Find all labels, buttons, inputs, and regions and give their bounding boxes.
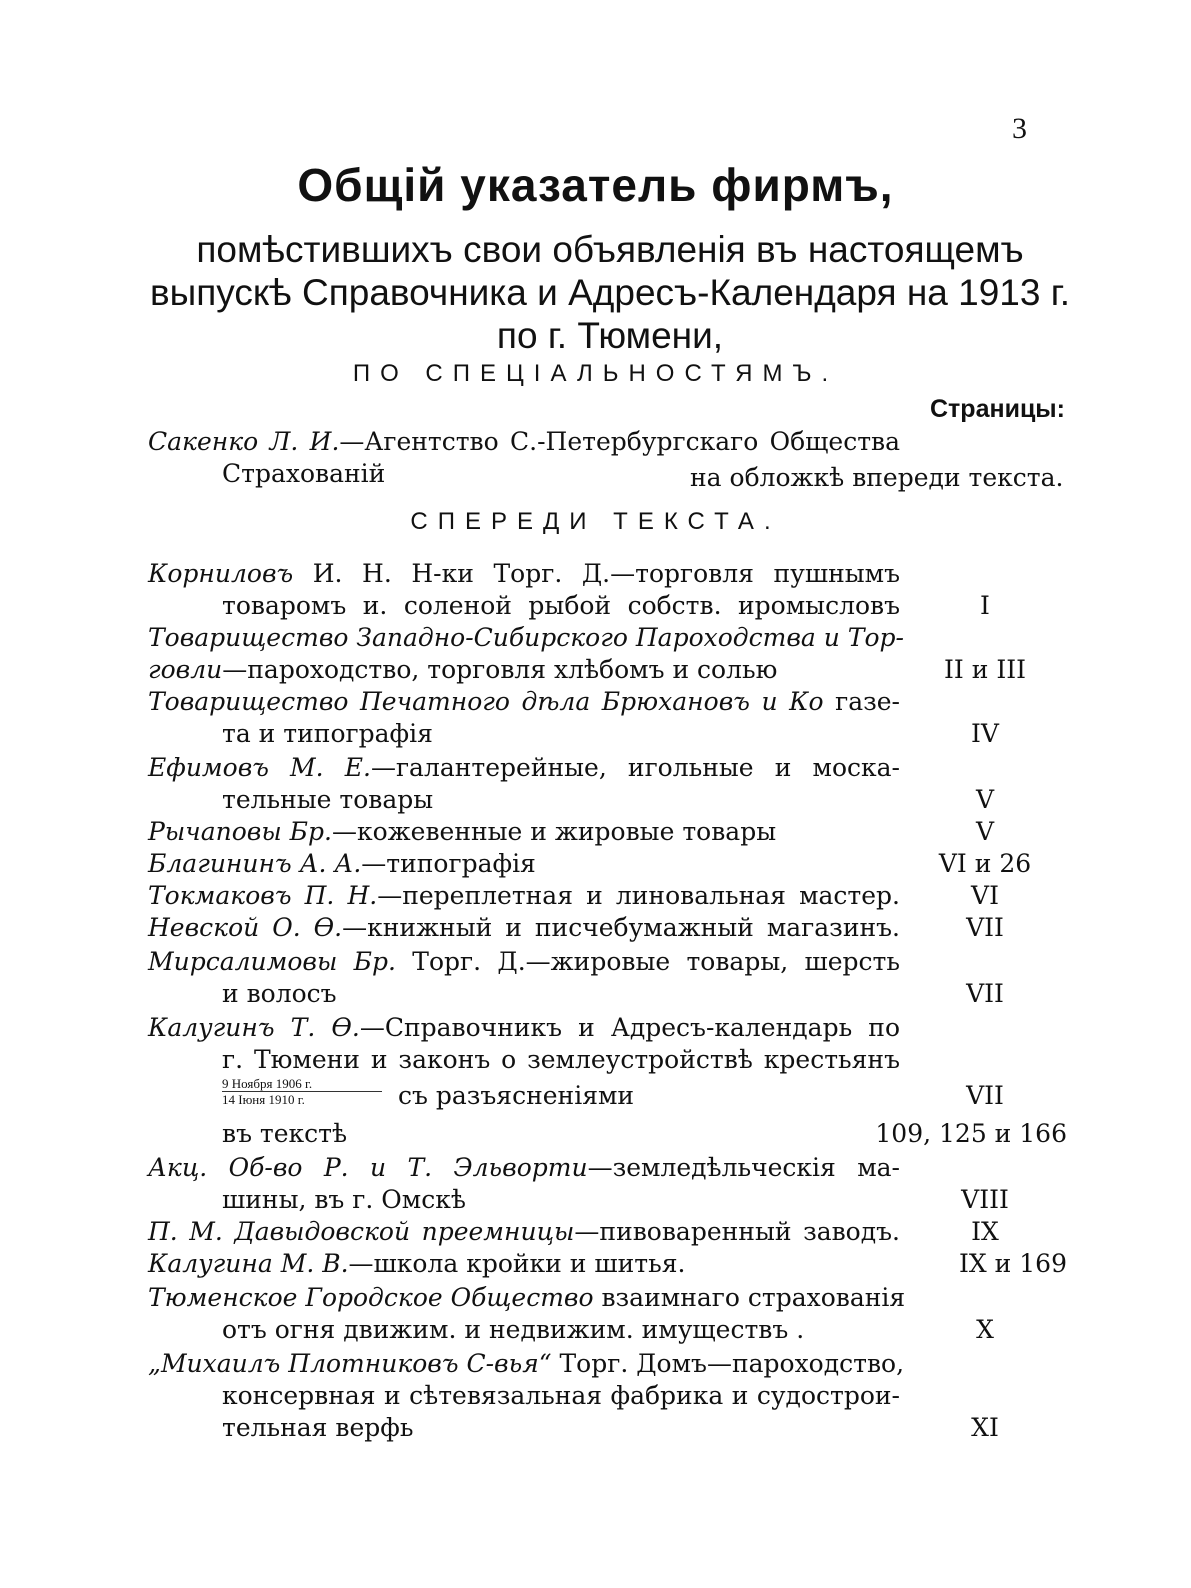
firm-name: Калугинъ Т. Ѳ. bbox=[148, 1013, 360, 1042]
entry-line: въ текстѣ bbox=[222, 1119, 348, 1148]
entry-line bbox=[148, 946, 900, 978]
entry-line: тельная верфь bbox=[222, 1413, 414, 1442]
entry-desc: —кожевенные и жировые товары bbox=[331, 817, 777, 846]
entry-line: товаромъ и. соленой рыбой собств. иромысловъ bbox=[222, 591, 900, 620]
entry-page: II и III bbox=[944, 655, 1026, 684]
entry-line: г. Тюмени и законъ о землеустройствѣ крестьянъ bbox=[222, 1045, 900, 1074]
entry-line bbox=[148, 1216, 900, 1248]
firm-name: Товарищество Печатного дѣла Брюхановъ и Ко bbox=[148, 687, 824, 716]
entry-page: V bbox=[975, 785, 995, 814]
firm-name: Акц. Об-во Р. и Т. Эльворти bbox=[148, 1153, 588, 1182]
entry-page: на обложкѣ впереди текста. bbox=[690, 463, 1064, 492]
firm-name: Ефимовъ М. Е. bbox=[148, 753, 371, 782]
firm-name: Сакенко Л. И. bbox=[148, 427, 340, 456]
pages-column-label: Страницы: bbox=[930, 395, 1065, 423]
firm-name: Невской О. Ѳ. bbox=[148, 913, 343, 942]
entry-page: VII bbox=[966, 979, 1004, 1008]
entry-page: VI и 26 bbox=[938, 849, 1032, 878]
firm-name: Тюменское Городское Общество bbox=[148, 1283, 594, 1312]
entry-page: VI bbox=[971, 881, 999, 910]
entry-page: VII bbox=[966, 913, 1004, 942]
entry-desc: —школа кройки и шитья. bbox=[348, 1249, 686, 1278]
entry-desc: Торг. Д.—жировые товары, шерсть bbox=[412, 947, 900, 976]
entry-line bbox=[148, 686, 900, 718]
entry-desc: —пивоваренный заводъ. bbox=[574, 1217, 900, 1246]
section-heading-before-text: СПЕРЕДИ ТЕКСТА. bbox=[410, 508, 781, 535]
page-subtitle: помѣстившихъ свои объявленія въ настоящемъ выпускѣ Справочника и Адресъ-Календаря на 1913 г. по г. Тюмени, bbox=[150, 229, 1070, 356]
entry-line: и волосъ bbox=[222, 979, 337, 1008]
entry-page: I bbox=[980, 591, 990, 620]
firm-name: Корниловъ bbox=[148, 559, 294, 588]
entry-page: X bbox=[976, 1315, 994, 1344]
firm-name: Благининъ А. А. bbox=[148, 849, 362, 878]
entry-line bbox=[148, 848, 536, 880]
firm-name: Рычаповы Бр. bbox=[148, 817, 332, 846]
entry-line bbox=[148, 1282, 906, 1314]
entry-desc: —галантерейные, игольные и моска- bbox=[370, 753, 900, 782]
entry-line: отъ огня движим. и недвижим. имуществъ . bbox=[222, 1315, 805, 1344]
entry-page: VIII bbox=[961, 1185, 1009, 1214]
firm-name: Токмаковъ П. Н. bbox=[148, 881, 378, 910]
section-heading-specialties: ПО СПЕЦІАЛЬНОСТЯМЪ. bbox=[352, 360, 839, 387]
entry-line: съ разъясненіями bbox=[398, 1081, 635, 1110]
entry-line: та и типографія bbox=[222, 719, 433, 748]
entry-line: Страхованій bbox=[222, 459, 386, 488]
firm-name: Калугина М. В. bbox=[148, 1249, 349, 1278]
entry-desc: И. Н. Н-ки Торг. Д.—торговля пушнымъ bbox=[312, 559, 900, 588]
firm-name: Товарищество Западно-Сибирского Пароходства и Тор- bbox=[148, 623, 904, 652]
entry-desc: взаимнаго страхованія bbox=[601, 1283, 906, 1312]
entry-line: тельные товары bbox=[222, 785, 434, 814]
entry-desc: —Справочникъ и Адресъ-календарь по bbox=[359, 1013, 901, 1042]
entry-desc: Торг. Домъ—пароходство, bbox=[559, 1349, 905, 1378]
entry-line: шины, въ г. Омскѣ bbox=[222, 1185, 466, 1214]
entry-page: V bbox=[975, 817, 995, 846]
firm-name: говли bbox=[148, 655, 223, 684]
entry-line bbox=[148, 1248, 685, 1280]
entry-desc: —земледѣльческія ма- bbox=[587, 1153, 900, 1182]
entry-page: IX и 169 bbox=[959, 1249, 1067, 1278]
entry-line bbox=[148, 912, 900, 944]
firm-name: „Михаилъ Плотниковъ С-вья“ bbox=[148, 1349, 552, 1378]
entry-desc: газе- bbox=[835, 687, 900, 716]
entry-desc: —Агентство С.-Петербургскаго Общества bbox=[339, 427, 901, 456]
entry-page: VII bbox=[966, 1081, 1004, 1110]
entry-desc: —пароходство, торговля хлѣбомъ и солью bbox=[222, 655, 778, 684]
firm-name: П. М. Давыдовской преемницы bbox=[148, 1217, 575, 1246]
entry-page: IX bbox=[971, 1217, 999, 1246]
page-number: 3 bbox=[1012, 112, 1027, 145]
firm-name: Мирсалимовы Бр. bbox=[148, 947, 396, 976]
entry-line: консервная и сѣтевязальная фабрика и судострои- bbox=[222, 1381, 900, 1410]
entry-desc: —книжный и писчебумажный магазинъ. bbox=[342, 913, 900, 942]
entry-page: 109, 125 и 166 bbox=[875, 1119, 1067, 1148]
fraction-bottom: 14 Іюня 1910 г. bbox=[222, 1091, 382, 1107]
entry-line bbox=[148, 654, 777, 686]
entry-line bbox=[148, 1348, 905, 1380]
page-title: Общій указатель фирмъ, bbox=[297, 159, 894, 211]
law-date-fraction bbox=[222, 1076, 382, 1107]
entry-line bbox=[148, 880, 900, 912]
entry-line bbox=[148, 558, 900, 590]
entry-page: XI bbox=[971, 1413, 999, 1442]
fraction-top: 9 Ноября 1906 г. bbox=[222, 1076, 313, 1091]
entry-page: IV bbox=[971, 719, 999, 748]
entry-line bbox=[148, 1012, 900, 1044]
entry-desc: —переплетная и линовальная мастер. bbox=[377, 881, 900, 910]
entry-line bbox=[148, 752, 900, 784]
entry-desc: —типографія bbox=[361, 849, 536, 878]
entry-line bbox=[148, 426, 900, 458]
entry-line bbox=[148, 816, 776, 848]
entry-line bbox=[148, 1152, 900, 1184]
